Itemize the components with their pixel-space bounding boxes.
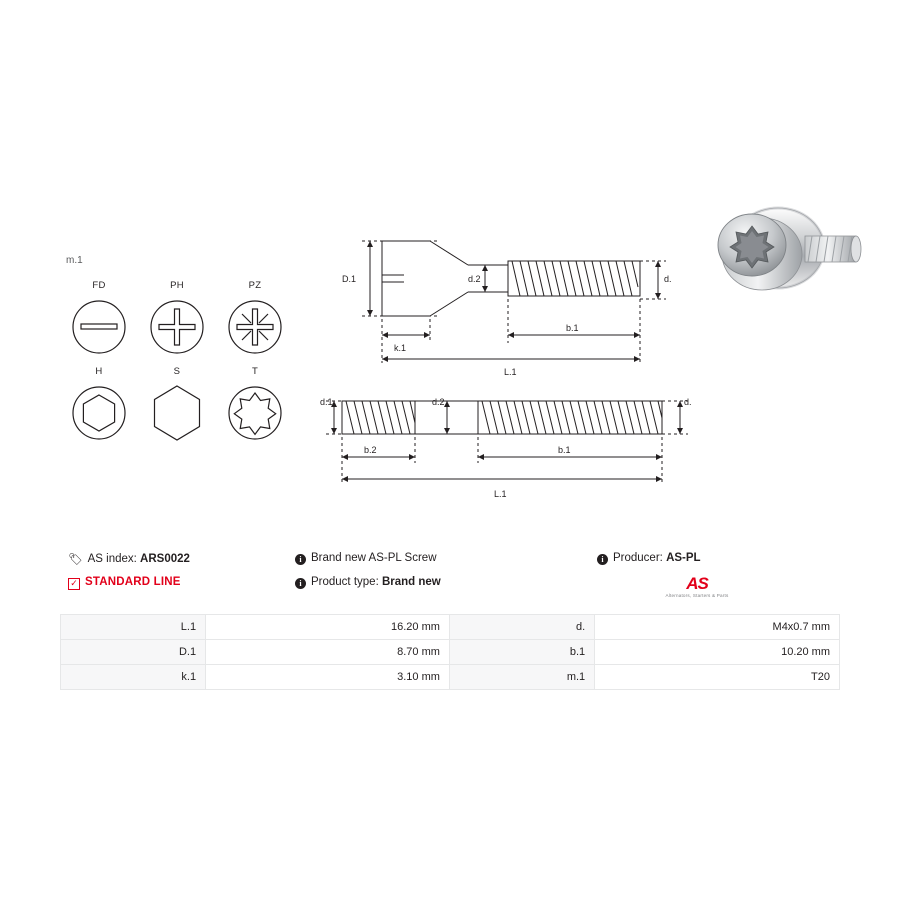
info-icon: i [597,554,608,565]
spec-value: 16.20 mm [206,615,450,640]
dim-label-L1-stud: L.1 [494,489,507,499]
dim-label-d2-stud: d.2 [432,397,445,407]
specification-table [60,614,840,690]
product-photo [700,190,890,330]
head-type-label: H [95,366,103,377]
product-type-label: Product type: [311,576,379,588]
head-type-legend [60,280,294,452]
as-index-value: ARS0022 [140,553,190,565]
product-type-value: Brand new [381,576,441,588]
head-type-fd [60,280,138,366]
technical-diagram [0,180,900,520]
info-icon: i [295,578,306,589]
m1-caption: m.1 [66,255,83,266]
spec-key: d. [449,615,594,640]
table-row [61,640,840,665]
product-title: Brand new AS-PL Screw [311,552,437,564]
head-type-label: T [251,366,259,377]
spec-value: 8.70 mm [206,640,450,665]
spec-key: L.1 [61,615,206,640]
head-type-t [216,366,294,452]
head-type-label: FD [92,280,106,291]
product-title-row [295,552,437,565]
phillips-head-icon [147,296,207,358]
dimension-drawings [320,215,740,515]
standard-line-badge: STANDARD LINE [85,576,181,588]
dim-label-d-stud: d. [684,397,692,407]
table-row [61,615,840,640]
as-index-row [68,552,190,566]
check-icon: ✓ [68,578,80,590]
dim-label-d1-stud: d.1 [320,397,333,407]
product-info [60,552,840,610]
head-type-s [138,366,216,452]
as-pl-logo [647,575,747,598]
hex-socket-head-icon [69,382,129,444]
standard-line-row [68,576,181,590]
head-type-label: S [173,366,181,377]
torx-head-icon [225,382,285,444]
spec-key: b.1 [449,640,594,665]
dim-label-d: d. [664,274,672,284]
spec-key: k.1 [61,665,206,690]
pozidriv-head-icon [225,296,285,358]
spec-value: T20 [595,665,840,690]
dim-label-b2-stud: b.2 [364,445,377,455]
slotted-head-icon [69,296,129,358]
as-index-label: AS index: [87,553,137,565]
dim-label-k1: k.1 [394,343,407,353]
dim-label-b1-stud: b.1 [558,445,571,455]
dim-label-L1: L.1 [504,367,517,377]
product-type-row [295,576,441,589]
dim-label-d2: d.2 [468,274,481,284]
head-type-ph [138,280,216,366]
hexagon-head-icon [147,382,207,444]
table-row [61,665,840,690]
logo-subtext: Alternators, Starters & Parts [665,593,729,598]
head-type-h [60,366,138,452]
spec-value: 10.20 mm [595,640,840,665]
spec-key: m.1 [449,665,594,690]
spec-key: D.1 [61,640,206,665]
head-type-pz [216,280,294,366]
spec-value: 3.10 mm [206,665,450,690]
producer-row [597,552,701,565]
logo-text: AS [686,574,708,593]
dim-label-D1: D.1 [342,274,357,284]
tag-icon: 🏷 [68,554,83,566]
producer-value: AS-PL [666,552,701,564]
producer-label: Producer: [613,552,663,564]
head-type-label: PH [170,280,184,291]
head-type-label: PZ [248,280,262,291]
spec-value: M4x0.7 mm [595,615,840,640]
info-icon: i [295,554,306,565]
dim-label-b1: b.1 [566,323,579,333]
